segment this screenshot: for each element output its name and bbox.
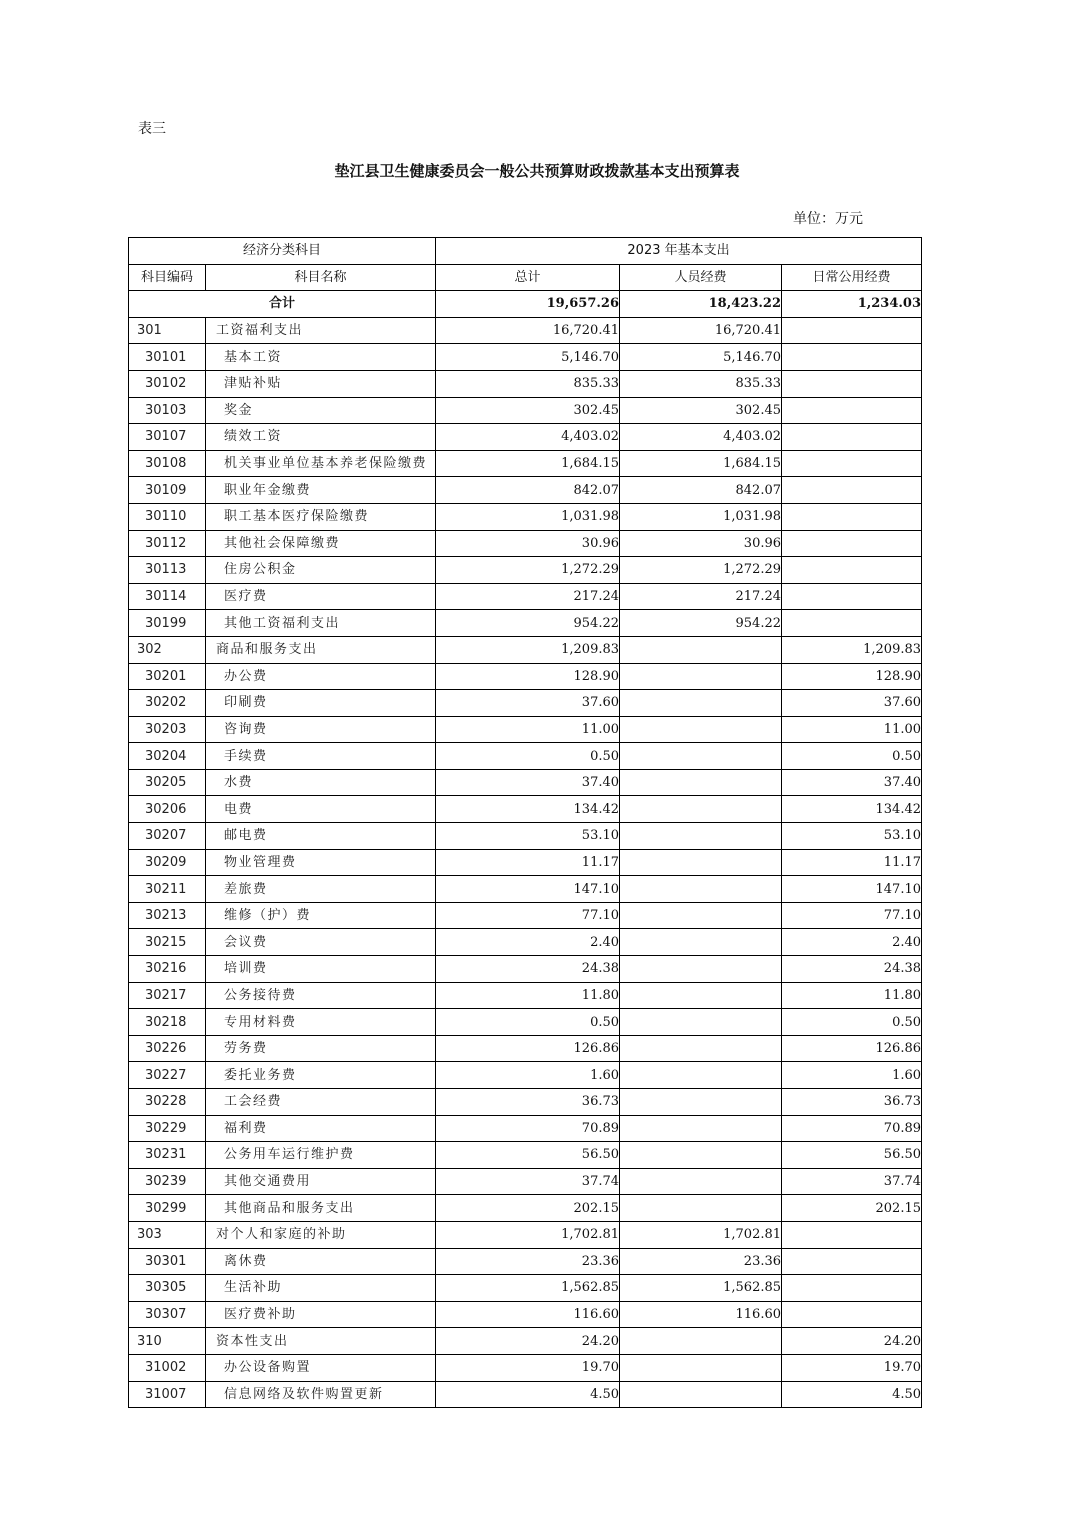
- row-personnel: 5,146.70: [620, 344, 782, 371]
- row-personnel: 302.45: [620, 397, 782, 424]
- row-total: 1,684.15: [436, 450, 620, 477]
- row-name: 其他社会保障缴费: [206, 530, 436, 557]
- row-code: 30239: [129, 1168, 206, 1195]
- row-code: 30209: [129, 849, 206, 876]
- row-total: 835.33: [436, 370, 620, 397]
- row-code: 303: [129, 1221, 206, 1248]
- row-personnel: 217.24: [620, 583, 782, 610]
- row-public: 134.42: [782, 796, 922, 823]
- row-public: 24.20: [782, 1328, 922, 1355]
- row-total: 1,031.98: [436, 503, 620, 530]
- row-public: [782, 530, 922, 557]
- row-code: 30228: [129, 1089, 206, 1116]
- row-public: 19.70: [782, 1354, 922, 1381]
- row-total: 0.50: [436, 743, 620, 770]
- table-row: [129, 1009, 922, 1036]
- row-code: 30109: [129, 477, 206, 504]
- row-total: 70.89: [436, 1115, 620, 1142]
- row-public: 11.17: [782, 849, 922, 876]
- row-code: 30204: [129, 743, 206, 770]
- row-personnel: [620, 796, 782, 823]
- row-personnel: [620, 716, 782, 743]
- row-total: 4,403.02: [436, 424, 620, 451]
- row-code: 302: [129, 636, 206, 663]
- row-total: 1,702.81: [436, 1221, 620, 1248]
- row-code: 30112: [129, 530, 206, 557]
- row-name: 培训费: [206, 956, 436, 983]
- row-personnel: 1,684.15: [620, 450, 782, 477]
- row-personnel: 1,031.98: [620, 503, 782, 530]
- row-total: 37.74: [436, 1168, 620, 1195]
- table-row: [129, 982, 922, 1009]
- table-row: [129, 397, 922, 424]
- table-row: [129, 317, 922, 344]
- row-name: 办公设备购置: [206, 1354, 436, 1381]
- header-economic-classification: 经济分类科目: [129, 238, 436, 265]
- row-public: 37.74: [782, 1168, 922, 1195]
- table-row: [129, 743, 922, 770]
- row-public: [782, 370, 922, 397]
- row-name: 邮电费: [206, 823, 436, 850]
- row-public: [782, 344, 922, 371]
- row-code: 30229: [129, 1115, 206, 1142]
- total-personnel: 18,423.22: [620, 291, 782, 318]
- row-name: 信息网络及软件购置更新: [206, 1381, 436, 1408]
- row-personnel: [620, 876, 782, 903]
- row-name: 职工基本医疗保险缴费: [206, 503, 436, 530]
- row-public: 0.50: [782, 743, 922, 770]
- row-total: 4.50: [436, 1381, 620, 1408]
- row-personnel: [620, 1009, 782, 1036]
- row-personnel: [620, 1195, 782, 1222]
- row-code: 30110: [129, 503, 206, 530]
- row-total: 23.36: [436, 1248, 620, 1275]
- header-basic-expenditure-2023: 2023 年基本支出: [436, 238, 922, 265]
- row-name: 离休费: [206, 1248, 436, 1275]
- row-total: 53.10: [436, 823, 620, 850]
- row-public: [782, 397, 922, 424]
- row-personnel: 30.96: [620, 530, 782, 557]
- row-total: 217.24: [436, 583, 620, 610]
- row-code: 30101: [129, 344, 206, 371]
- row-total: 5,146.70: [436, 344, 620, 371]
- row-total: 302.45: [436, 397, 620, 424]
- table-row: [129, 823, 922, 850]
- row-public: [782, 1248, 922, 1275]
- row-name: 公务接待费: [206, 982, 436, 1009]
- table-row: [129, 1275, 922, 1302]
- page-title: 垫江县卫生健康委员会一般公共预算财政拨款基本支出预算表: [334, 162, 740, 180]
- row-name: 维修（护）费: [206, 902, 436, 929]
- row-public: 128.90: [782, 663, 922, 690]
- row-total: 11.00: [436, 716, 620, 743]
- row-code: 31002: [129, 1354, 206, 1381]
- row-personnel: [620, 663, 782, 690]
- row-public: 37.60: [782, 690, 922, 717]
- row-public: 4.50: [782, 1381, 922, 1408]
- table-row: [129, 1248, 922, 1275]
- row-code: 30203: [129, 716, 206, 743]
- row-name: 其他工资福利支出: [206, 610, 436, 637]
- row-public: [782, 1275, 922, 1302]
- row-name: 专用材料费: [206, 1009, 436, 1036]
- table-row: [129, 929, 922, 956]
- table-row: [129, 956, 922, 983]
- row-total: 56.50: [436, 1142, 620, 1169]
- row-public: [782, 610, 922, 637]
- row-code: 30307: [129, 1301, 206, 1328]
- table-row: [129, 1168, 922, 1195]
- row-public: 0.50: [782, 1009, 922, 1036]
- row-total: 36.73: [436, 1089, 620, 1116]
- table-row: [129, 1142, 922, 1169]
- row-total: 24.38: [436, 956, 620, 983]
- row-name: 公务用车运行维护费: [206, 1142, 436, 1169]
- row-public: [782, 583, 922, 610]
- row-code: 30103: [129, 397, 206, 424]
- row-code: 30231: [129, 1142, 206, 1169]
- row-total: 77.10: [436, 902, 620, 929]
- row-total: 842.07: [436, 477, 620, 504]
- row-name: 机关事业单位基本养老保险缴费: [206, 450, 436, 477]
- header-group-row: [129, 238, 922, 265]
- row-code: 30299: [129, 1195, 206, 1222]
- row-code: 30216: [129, 956, 206, 983]
- row-personnel: [620, 1354, 782, 1381]
- row-personnel: [620, 929, 782, 956]
- row-public: 202.15: [782, 1195, 922, 1222]
- row-code: 310: [129, 1328, 206, 1355]
- row-public: [782, 424, 922, 451]
- row-personnel: 835.33: [620, 370, 782, 397]
- row-code: 30218: [129, 1009, 206, 1036]
- header-column-row: [129, 264, 922, 291]
- row-public: 36.73: [782, 1089, 922, 1116]
- row-public: 70.89: [782, 1115, 922, 1142]
- table-row: [129, 610, 922, 637]
- row-total: 1,209.83: [436, 636, 620, 663]
- row-personnel: [620, 849, 782, 876]
- row-code: 301: [129, 317, 206, 344]
- row-public: 1,209.83: [782, 636, 922, 663]
- row-personnel: [620, 1328, 782, 1355]
- row-code: 30199: [129, 610, 206, 637]
- row-personnel: [620, 1381, 782, 1408]
- row-name: 津贴补贴: [206, 370, 436, 397]
- row-personnel: 4,403.02: [620, 424, 782, 451]
- row-total: 2.40: [436, 929, 620, 956]
- row-name: 物业管理费: [206, 849, 436, 876]
- row-public: 1.60: [782, 1062, 922, 1089]
- row-personnel: 842.07: [620, 477, 782, 504]
- table-row: [129, 450, 922, 477]
- table-row: [129, 557, 922, 584]
- row-name: 会议费: [206, 929, 436, 956]
- table-row: [129, 769, 922, 796]
- row-personnel: 1,272.29: [620, 557, 782, 584]
- row-personnel: [620, 690, 782, 717]
- row-name: 奖金: [206, 397, 436, 424]
- table-row: [129, 636, 922, 663]
- row-total: 0.50: [436, 1009, 620, 1036]
- row-code: 30102: [129, 370, 206, 397]
- row-total: 202.15: [436, 1195, 620, 1222]
- row-total: 116.60: [436, 1301, 620, 1328]
- table-row: [129, 1381, 922, 1408]
- row-name: 生活补助: [206, 1275, 436, 1302]
- table-row: [129, 583, 922, 610]
- row-code: 30301: [129, 1248, 206, 1275]
- table-row: [129, 344, 922, 371]
- row-name: 办公费: [206, 663, 436, 690]
- table-row: [129, 1354, 922, 1381]
- row-public: [782, 557, 922, 584]
- row-code: 30227: [129, 1062, 206, 1089]
- row-name: 对个人和家庭的补助: [206, 1221, 436, 1248]
- row-public: [782, 503, 922, 530]
- table-row: [129, 1035, 922, 1062]
- row-public: 24.38: [782, 956, 922, 983]
- table-row: [129, 1221, 922, 1248]
- row-personnel: 16,720.41: [620, 317, 782, 344]
- row-total: 37.60: [436, 690, 620, 717]
- row-name: 咨询费: [206, 716, 436, 743]
- row-personnel: 1,562.85: [620, 1275, 782, 1302]
- row-total: 24.20: [436, 1328, 620, 1355]
- table-row: [129, 1301, 922, 1328]
- table-row: [129, 716, 922, 743]
- table-row: [129, 477, 922, 504]
- row-name: 其他交通费用: [206, 1168, 436, 1195]
- row-public: [782, 317, 922, 344]
- row-name: 绩效工资: [206, 424, 436, 451]
- row-personnel: 23.36: [620, 1248, 782, 1275]
- table-row: [129, 424, 922, 451]
- row-public: 11.00: [782, 716, 922, 743]
- row-public: 2.40: [782, 929, 922, 956]
- total-total: 19,657.26: [436, 291, 620, 318]
- row-code: 30211: [129, 876, 206, 903]
- budget-table: [128, 237, 922, 1408]
- row-personnel: [620, 1089, 782, 1116]
- row-code: 30305: [129, 1275, 206, 1302]
- row-personnel: [620, 1142, 782, 1169]
- table-row: [129, 663, 922, 690]
- table-row: [129, 1328, 922, 1355]
- row-code: 30213: [129, 902, 206, 929]
- row-personnel: [620, 1168, 782, 1195]
- table-row: [129, 1089, 922, 1116]
- row-total: 11.17: [436, 849, 620, 876]
- row-code: 30201: [129, 663, 206, 690]
- table-row: [129, 503, 922, 530]
- row-public: 147.10: [782, 876, 922, 903]
- row-personnel: [620, 956, 782, 983]
- row-name: 医疗费补助: [206, 1301, 436, 1328]
- row-code: 30207: [129, 823, 206, 850]
- row-name: 手续费: [206, 743, 436, 770]
- header-personnel: 人员经费: [620, 264, 782, 291]
- total-label: 合计: [129, 291, 436, 318]
- row-name: 委托业务费: [206, 1062, 436, 1089]
- row-public: 53.10: [782, 823, 922, 850]
- row-code: 30202: [129, 690, 206, 717]
- table-row: [129, 370, 922, 397]
- row-total: 954.22: [436, 610, 620, 637]
- row-public: 37.40: [782, 769, 922, 796]
- row-code: 30107: [129, 424, 206, 451]
- table-row: [129, 690, 922, 717]
- row-public: [782, 1221, 922, 1248]
- row-name: 住房公积金: [206, 557, 436, 584]
- table-row: [129, 876, 922, 903]
- row-public: 77.10: [782, 902, 922, 929]
- row-total: 19.70: [436, 1354, 620, 1381]
- row-code: 30205: [129, 769, 206, 796]
- row-public: 11.80: [782, 982, 922, 1009]
- row-public: 56.50: [782, 1142, 922, 1169]
- row-personnel: [620, 1115, 782, 1142]
- row-personnel: [620, 1035, 782, 1062]
- row-public: 126.86: [782, 1035, 922, 1062]
- row-public: [782, 477, 922, 504]
- row-total: 30.96: [436, 530, 620, 557]
- row-total: 134.42: [436, 796, 620, 823]
- total-row: [129, 291, 922, 318]
- row-code: 30226: [129, 1035, 206, 1062]
- table-row: [129, 1115, 922, 1142]
- row-personnel: 954.22: [620, 610, 782, 637]
- row-public: [782, 1301, 922, 1328]
- row-personnel: [620, 769, 782, 796]
- row-total: 1,562.85: [436, 1275, 620, 1302]
- total-public: 1,234.03: [782, 291, 922, 318]
- row-total: 126.86: [436, 1035, 620, 1062]
- row-personnel: [620, 636, 782, 663]
- row-total: 11.80: [436, 982, 620, 1009]
- table-row: [129, 1195, 922, 1222]
- row-code: 30113: [129, 557, 206, 584]
- table-label: 表三: [138, 121, 166, 137]
- row-name: 医疗费: [206, 583, 436, 610]
- row-name: 电费: [206, 796, 436, 823]
- row-personnel: 1,702.81: [620, 1221, 782, 1248]
- table-row: [129, 1062, 922, 1089]
- row-code: 31007: [129, 1381, 206, 1408]
- row-name: 其他商品和服务支出: [206, 1195, 436, 1222]
- row-name: 工会经费: [206, 1089, 436, 1116]
- row-name: 职业年金缴费: [206, 477, 436, 504]
- header-code: 科目编码: [129, 264, 206, 291]
- row-personnel: [620, 823, 782, 850]
- row-name: 基本工资: [206, 344, 436, 371]
- row-code: 30215: [129, 929, 206, 956]
- row-name: 工资福利支出: [206, 317, 436, 344]
- row-name: 商品和服务支出: [206, 636, 436, 663]
- table-row: [129, 902, 922, 929]
- row-name: 差旅费: [206, 876, 436, 903]
- row-name: 劳务费: [206, 1035, 436, 1062]
- row-total: 1.60: [436, 1062, 620, 1089]
- row-name: 水费: [206, 769, 436, 796]
- table-row: [129, 796, 922, 823]
- row-public: [782, 450, 922, 477]
- row-code: 30217: [129, 982, 206, 1009]
- table-row: [129, 849, 922, 876]
- row-personnel: 116.60: [620, 1301, 782, 1328]
- row-name: 印刷费: [206, 690, 436, 717]
- row-code: 30206: [129, 796, 206, 823]
- row-total: 128.90: [436, 663, 620, 690]
- row-name: 资本性支出: [206, 1328, 436, 1355]
- row-personnel: [620, 982, 782, 1009]
- row-personnel: [620, 743, 782, 770]
- row-name: 福利费: [206, 1115, 436, 1142]
- header-total: 总计: [436, 264, 620, 291]
- row-total: 16,720.41: [436, 317, 620, 344]
- row-personnel: [620, 902, 782, 929]
- row-personnel: [620, 1062, 782, 1089]
- row-total: 1,272.29: [436, 557, 620, 584]
- header-name: 科目名称: [206, 264, 436, 291]
- row-code: 30108: [129, 450, 206, 477]
- unit-label: 单位：万元: [793, 211, 863, 227]
- header-public: 日常公用经费: [782, 264, 922, 291]
- row-total: 37.40: [436, 769, 620, 796]
- row-code: 30114: [129, 583, 206, 610]
- row-total: 147.10: [436, 876, 620, 903]
- table-row: [129, 530, 922, 557]
